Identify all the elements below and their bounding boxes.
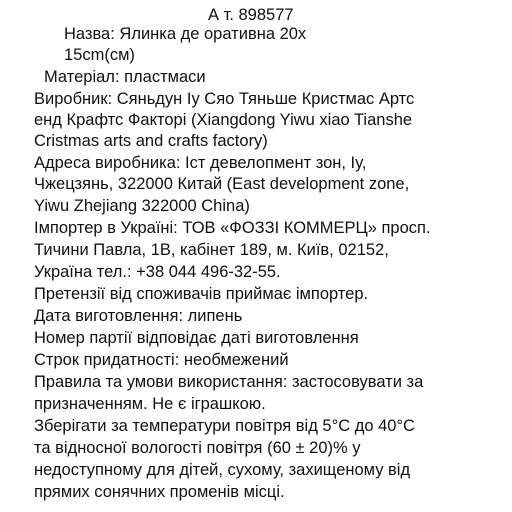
batch-number: Номер партії відповідає даті виготовлення bbox=[34, 329, 359, 347]
usage-rules-line-2: призначенням. Не є іграшкою. bbox=[34, 395, 266, 413]
storage-line-1: Зберігати за температури повітря від 5°С до 40°С bbox=[34, 417, 415, 435]
article-number: А т. 898577 bbox=[208, 6, 294, 24]
material: Матеріал: пластмаси bbox=[44, 68, 206, 86]
importer-line-1: Імпортер в Україні: ТОВ «ФОЗЗІ КОММЕРЦ» просп. bbox=[34, 219, 431, 237]
manufacturer-line-2: енд Крафтс Факторі (Xiangdong Yiwu xiao Tianshe bbox=[34, 111, 413, 129]
manufacturer-line-1: Виробник: Сяньдун Іу Сяо Тяньше Кристмас Артс bbox=[34, 90, 415, 108]
manufacture-date: Дата виготовлення: липень bbox=[34, 307, 243, 325]
shelf-life: Строк придатності: необмежений bbox=[34, 351, 289, 369]
manufacturer-address-line-2: Чжецзянь, 322000 Китай (East development zone, bbox=[34, 175, 410, 193]
product-name-line-2: 15cm(см) bbox=[64, 46, 135, 64]
usage-rules-line-1: Правила та умови використання: застосовувати за bbox=[34, 373, 424, 391]
product-name-line-1: Назва: Ялинка де оративна 20х bbox=[64, 25, 307, 43]
manufacturer-address-line-3: Yiwu Zhejiang 322000 China) bbox=[34, 197, 250, 215]
manufacturer-address-line-1: Адреса виробника: Іст девелопмент зон, Іу, bbox=[34, 154, 367, 172]
importer-line-2: Тичини Павла, 1В, кабінет 189, м. Київ, 02152, bbox=[34, 241, 389, 259]
storage-line-4: прямих сонячних променів місці. bbox=[34, 483, 285, 501]
manufacturer-line-3: Cristmas arts and crafts factory) bbox=[34, 132, 268, 150]
claims-note: Претензії від споживачів приймає імпортер. bbox=[34, 285, 369, 303]
importer-line-3: Україна тел.: +38 044 496-32-55. bbox=[34, 263, 281, 281]
storage-line-3: недоступному для дітей, сухому, захищеному від bbox=[34, 461, 411, 479]
storage-line-2: та відносної вологості повітря (60 ± 20)% у bbox=[34, 439, 361, 457]
